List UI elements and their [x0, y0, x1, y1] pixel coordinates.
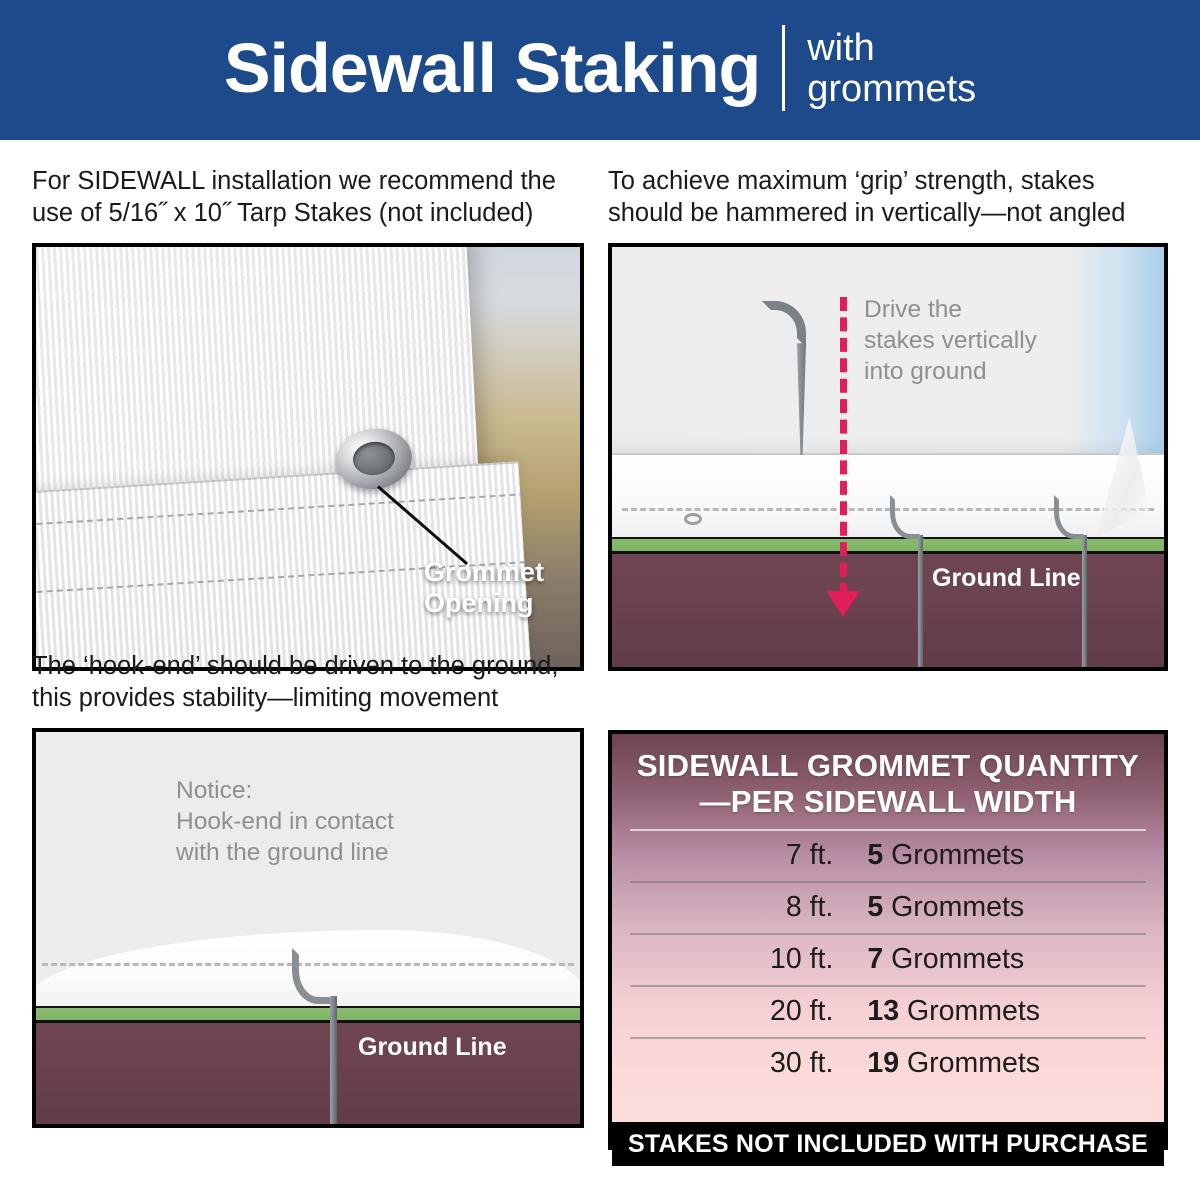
page-title: Sidewall Staking	[223, 29, 761, 107]
table-row	[630, 830, 1146, 882]
header-subtitle-line2: grommets	[807, 68, 977, 110]
grommet-opening-label-line2: Opening	[424, 587, 534, 618]
installed-stake-shaft	[330, 996, 337, 1124]
cell-width: 8 ft.	[630, 882, 867, 934]
note-line-3: with the ground line	[176, 838, 389, 866]
cell-quantity-unit: Grommets	[906, 1047, 1040, 1080]
note-drive-vertically	[864, 295, 1037, 387]
cell-width: 30 ft.	[630, 1038, 867, 1089]
header-subtitle	[807, 26, 976, 110]
panel-grommet-photo	[32, 165, 584, 671]
header-subtitle-line1: with	[807, 26, 875, 69]
cell-quantity-number: 5	[867, 839, 884, 872]
cell-quantity	[867, 934, 1146, 986]
note-line-2: stakes vertically	[864, 326, 1037, 354]
table-row	[630, 882, 1146, 934]
note-hook-contact	[176, 776, 394, 869]
cell-width: 10 ft.	[630, 934, 867, 986]
table-title-line2: —PER SIDEWALL WIDTH	[699, 783, 1077, 819]
cell-quantity-unit: Grommets	[891, 891, 1025, 924]
ground-line-label: Ground Line	[358, 1033, 507, 1062]
figure-hook-end	[32, 728, 584, 1128]
cell-quantity-number: 7	[867, 943, 884, 976]
header-divider	[782, 25, 785, 111]
footer-disclaimer: STAKES NOT INCLUDED WITH PURCHASE	[612, 1122, 1164, 1166]
table-row	[630, 1038, 1146, 1089]
panel-vertical-staking	[608, 165, 1168, 671]
caption-grommet-photo: For SIDEWALL installation we recommend the use of 5/16˝ x 10˝ Tarp Stakes (not included)	[32, 167, 556, 228]
figure-grommet-photo	[32, 243, 584, 671]
page-header	[0, 0, 1200, 140]
note-line-3: into ground	[864, 357, 987, 385]
installed-stake-shaft-1	[918, 535, 923, 667]
figure-grommet-quantity	[608, 730, 1168, 1150]
grommet-opening-label	[424, 557, 544, 618]
table-title	[630, 748, 1146, 819]
table-row	[630, 934, 1146, 986]
grommet-quantity-table	[630, 829, 1146, 1089]
cell-quantity	[867, 882, 1146, 934]
installed-stake-shaft-2	[1082, 535, 1087, 667]
caption-hook-end: The ‘hook-end’ should be driven to the ground, this provides stability—limiting movement	[32, 652, 559, 713]
note-line-1: Notice:	[176, 777, 253, 805]
cell-width: 20 ft.	[630, 986, 867, 1038]
cell-quantity-unit: Grommets	[906, 995, 1040, 1028]
panel-grommet-quantity	[608, 730, 1168, 1150]
grommet-opening-label-line1: Grommet	[424, 557, 545, 588]
figure-vertical-staking	[608, 243, 1168, 671]
cell-quantity	[867, 830, 1146, 882]
cell-quantity-number: 19	[867, 1047, 900, 1080]
cell-quantity-unit: Grommets	[891, 839, 1025, 872]
cell-quantity-number: 13	[867, 995, 900, 1028]
header-content	[224, 25, 976, 111]
note-line-1: Drive the	[864, 296, 963, 324]
cell-quantity	[867, 1038, 1146, 1089]
cell-width: 7 ft.	[630, 830, 867, 882]
ground-line-label: Ground Line	[932, 564, 1081, 593]
caption-vertical-staking: To achieve maximum ‘grip’ strength, stakes should be hammered in vertically—not angled	[608, 167, 1126, 228]
cell-quantity	[867, 986, 1146, 1038]
cell-quantity-unit: Grommets	[891, 943, 1025, 976]
panel-hook-end	[32, 650, 584, 1128]
table-title-line1: SIDEWALL GROMMET QUANTITY	[636, 748, 1140, 783]
down-arrow-icon	[826, 591, 860, 617]
note-line-2: Hook-end in contact	[176, 808, 394, 836]
cell-quantity-number: 5	[867, 891, 884, 924]
table-row	[630, 986, 1146, 1038]
vertical-guide-dashed-line	[840, 297, 847, 597]
